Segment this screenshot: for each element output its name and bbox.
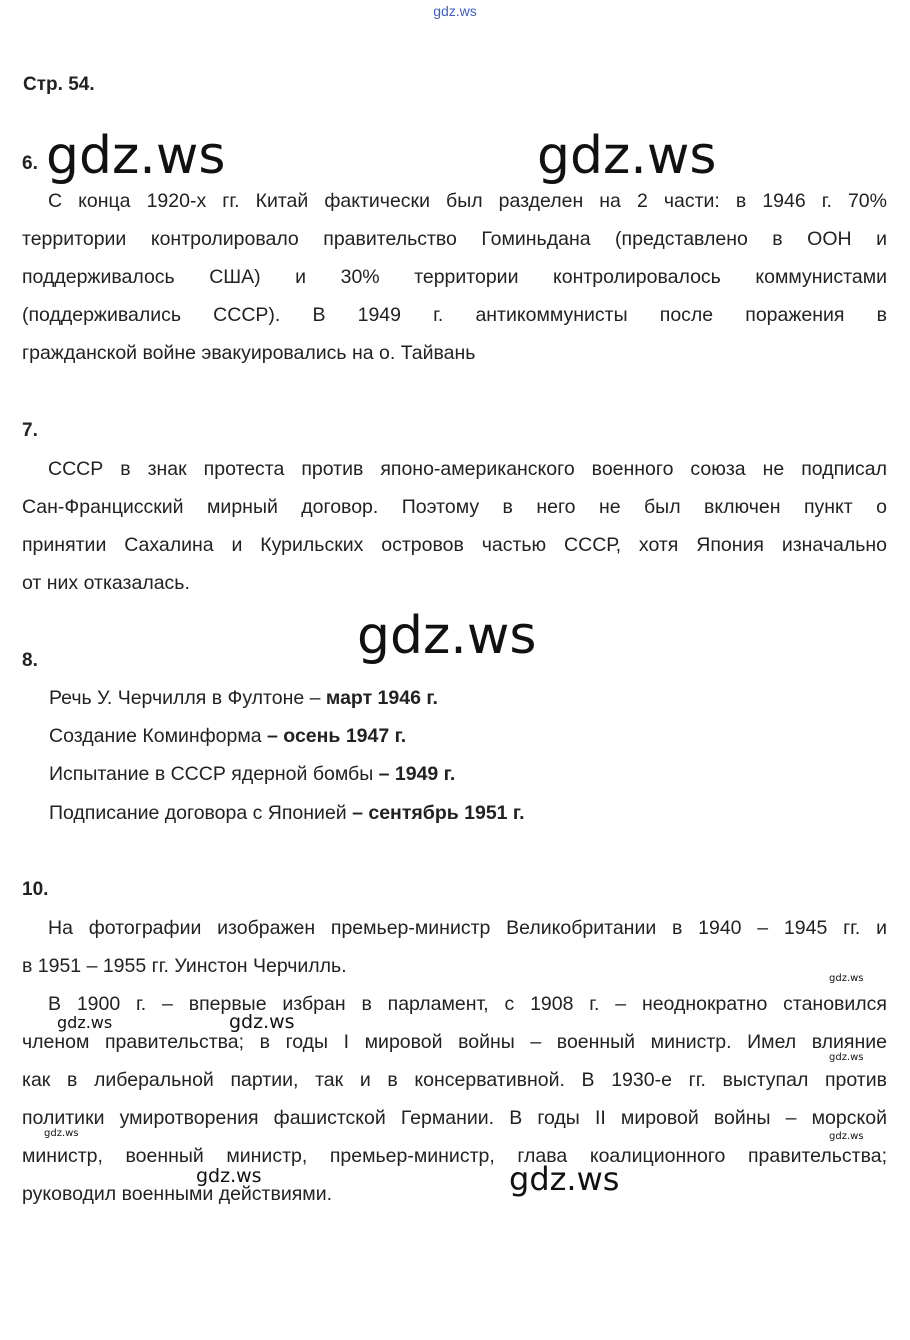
watermark: gdz.ws <box>44 1128 79 1139</box>
text-line: политики умиротворения фашистской Германии. В годы II мировой войны – морской <box>22 1107 887 1129</box>
text-line: как в либеральной партии, так и в консервативной. В 1930-е гг. выступал против <box>22 1069 887 1091</box>
text-line: руководил военными действиями. <box>22 1183 333 1205</box>
section-7-text <box>22 450 887 602</box>
text-line: членом правительства; в годы I мировой войны – военный министр. Имел влияние <box>22 1031 887 1053</box>
text-line: гражданской войне эвакуировались на о. Тайвань <box>22 342 476 364</box>
page-reference: Стр. 54. <box>23 74 95 95</box>
text-line: На фотографии изображен премьер-министр Великобритании в 1940 – 1945 гг. и <box>48 917 887 939</box>
timeline-item-date: март 1946 г. <box>325 687 438 709</box>
site-header-link[interactable]: gdz.ws <box>433 3 477 19</box>
watermark: gdz.ws <box>229 1011 295 1033</box>
timeline-item <box>49 725 406 748</box>
text-line: С конца 1920-х гг. Китай фактически был разделен на 2 части: в 1946 г. 70% <box>48 190 887 212</box>
timeline-item-date: – осень 1947 г. <box>267 725 407 747</box>
text-line: Сан-Францисский мирный договор. Поэтому в него не был включен пункт о <box>22 496 887 518</box>
section-6-text <box>22 182 887 372</box>
text-line: СССР в знак протеста против японо-американского военного союза не подписал <box>48 458 887 480</box>
timeline-item-label: Испытание в СССР ядерной бомбы <box>49 763 379 785</box>
watermark: gdz.ws <box>829 1052 864 1063</box>
watermark: gdz.ws <box>57 1013 113 1032</box>
timeline-item <box>49 687 438 710</box>
watermark: gdz.ws <box>509 1160 620 1198</box>
text-line: от них отказалась. <box>22 572 190 594</box>
section-10-paragraph-2 <box>22 985 887 1213</box>
watermark: gdz.ws <box>829 973 864 984</box>
timeline-item-label: Создание Коминформа <box>49 725 268 747</box>
section-number-6: 6. <box>22 153 38 174</box>
watermark: gdz.ws <box>46 126 226 186</box>
text-line: территории контролировало правительство Гоминьдана (представлено в ООН и <box>22 228 887 250</box>
section-10-paragraph-1 <box>22 909 887 985</box>
timeline-item-date: – 1949 г. <box>378 763 456 785</box>
timeline-item-label: Подписание договора с Японией <box>49 802 353 824</box>
section-number-8: 8. <box>22 650 38 671</box>
timeline-item-date: – сентябрь 1951 г. <box>352 802 525 824</box>
section-number-10: 10. <box>22 879 49 900</box>
text-line: поддерживалось США) и 30% территории контролировалось коммунистами <box>22 266 887 288</box>
watermark: gdz.ws <box>357 606 537 666</box>
text-line: (поддерживались СССР). В 1949 г. антикоммунисты после поражения в <box>22 304 887 326</box>
text-line: в 1951 – 1955 гг. Уинстон Черчилль. <box>22 955 347 977</box>
text-line: В 1900 г. – впервые избран в парламент, с 1908 г. – неоднократно становился <box>48 993 887 1015</box>
watermark: gdz.ws <box>829 1131 864 1142</box>
text-line: принятии Сахалина и Курильских островов частью СССР, хотя Япония изначально <box>22 534 887 556</box>
section-number-7: 7. <box>22 420 38 441</box>
timeline-item <box>49 802 525 825</box>
watermark: gdz.ws <box>196 1165 262 1187</box>
timeline-item <box>49 763 455 786</box>
watermark: gdz.ws <box>537 126 717 186</box>
text-line: министр, военный министр, премьер-министр, глава коалиционного правительства; <box>22 1145 887 1167</box>
timeline-item-label: Речь У. Черчилля в Фултоне – <box>49 687 326 709</box>
